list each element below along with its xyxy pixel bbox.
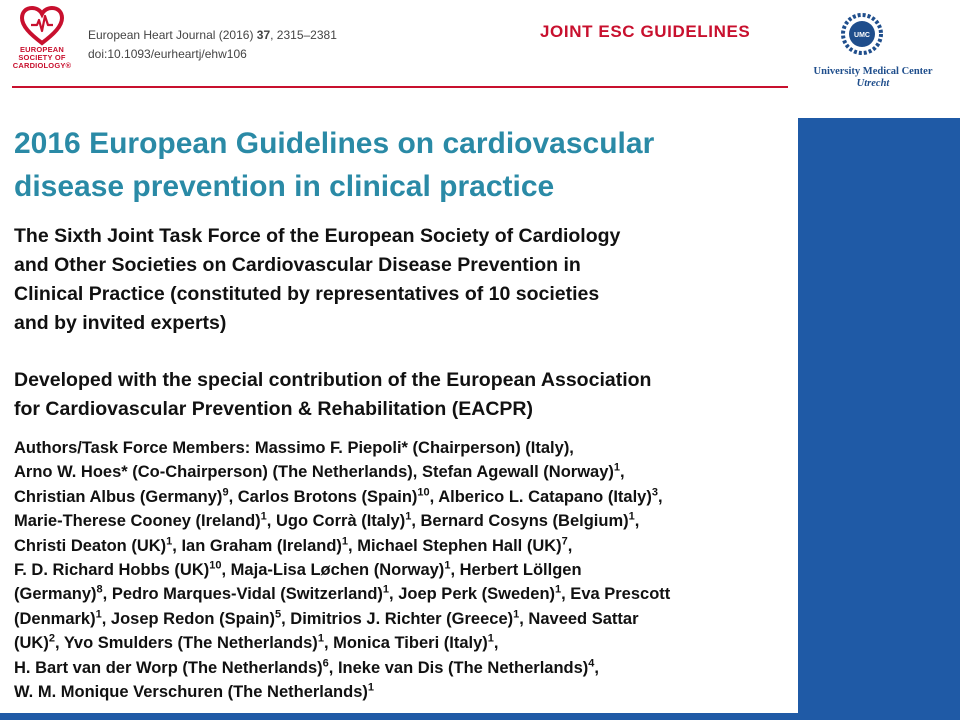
document-subtitle: The Sixth Joint Task Force of the European Society of Cardiology and Other Societies on Cardiovascular Disease Prevention in Clinical Practice (constituted by representatives of 10 societies and by invited experts) (14, 225, 621, 334)
author-text: , Bernard Cosyns (Belgium) (411, 512, 629, 531)
author-line (14, 460, 804, 484)
umc-logo-text: UMC (854, 32, 870, 39)
author-text: , Dimitrios J. Richter (Greece) (281, 609, 514, 628)
author-text: F. D. Richard Hobbs (UK) (14, 561, 210, 580)
umc-name: University Medical Center (813, 66, 933, 77)
author-line (14, 680, 804, 704)
author-line (14, 631, 804, 655)
author-text: , Michael Stephen Hall (UK) (348, 536, 562, 555)
affiliation-superscript: 3 (651, 486, 658, 499)
umc-logo-icon (840, 12, 884, 56)
affiliation-superscript: 1 (487, 632, 494, 645)
affiliation-superscript: 8 (96, 583, 103, 596)
author-text: , Ineke van Dis (The Netherlands) (328, 658, 589, 677)
affiliation-superscript: 1 (555, 583, 562, 596)
heart-logo-icon (20, 6, 64, 46)
author-text: Christi Deaton (UK) (14, 536, 167, 555)
author-text: , Herbert Löllgen (450, 561, 582, 580)
affiliation-superscript: 1 (367, 681, 375, 694)
author-text: , Eva Prescott (561, 585, 671, 604)
affiliation-superscript: 1 (95, 608, 102, 621)
author-line (14, 607, 804, 631)
author-text: , (657, 487, 663, 506)
author-text: W. M. Monique Verschuren (The Netherlands) (14, 683, 368, 702)
author-text: , Yvo Smulders (The Netherlands) (54, 634, 318, 653)
author-text: (Denmark) (14, 609, 96, 628)
affiliation-superscript: 5 (275, 608, 282, 621)
affiliation-superscript: 1 (382, 583, 390, 596)
header-divider (12, 86, 788, 88)
esc-logo (6, 6, 78, 84)
author-text: (Germany) (14, 585, 97, 604)
author-text: , Carlos Brotons (Spain) (228, 487, 418, 506)
section-label: JOINT ESC GUIDELINES (540, 22, 751, 41)
author-line (14, 436, 804, 460)
author-text: , (594, 658, 600, 677)
author-line (14, 509, 804, 533)
umc-city: Utrecht (856, 78, 890, 89)
author-text: , Naveed Sattar (519, 609, 639, 628)
affiliation-superscript: 1 (513, 608, 520, 621)
esc-logo-text: EUROPEAN SOCIETY OF CARDIOLOGY® (12, 45, 72, 70)
blue-bottom-band (0, 713, 960, 720)
author-line (14, 656, 804, 680)
doi: doi:10.1093/eurheartj/ehw106 (88, 47, 247, 61)
contribution-statement: Developed with the special contribution of the European Association for Cardiovascular Prevention & Rehabilitation (EACPR) (14, 369, 652, 420)
author-text: , Maja-Lisa Løchen (Norway) (221, 561, 445, 580)
author-text: , Ugo Corrà (Italy) (266, 512, 406, 531)
author-text: , Alberico L. Catapano (Italy) (429, 487, 652, 506)
author-line (14, 582, 804, 606)
affiliation-superscript: 9 (222, 486, 229, 499)
author-text: , Josep Redon (Spain) (101, 609, 276, 628)
affiliation-superscript: 4 (588, 657, 595, 670)
author-line (14, 485, 804, 509)
author-text: , (634, 512, 640, 531)
blue-side-panel (798, 118, 960, 720)
author-text: Christian Albus (Germany) (14, 487, 223, 506)
affiliation-superscript: 1 (628, 510, 635, 523)
affiliation-superscript: 1 (166, 535, 173, 548)
affiliation-superscript: 7 (561, 535, 568, 548)
author-text: , Joep Perk (Sweden) (389, 585, 556, 604)
document-title: 2016 European Guidelines on cardiovascular disease prevention in clinical practice (14, 127, 655, 203)
author-text: , (620, 463, 625, 482)
affiliation-superscript: 1 (260, 510, 267, 523)
affiliation-superscript: 6 (322, 657, 329, 670)
author-list (14, 436, 804, 704)
affiliation-superscript: 1 (613, 461, 620, 474)
author-text: , Ian Graham (Ireland) (172, 536, 342, 555)
affiliation-superscript: 10 (417, 486, 430, 499)
author-text: , Monica Tiberi (Italy) (323, 634, 488, 653)
author-text: Authors/Task Force Members: Massimo F. Piepoli* (Chairperson) (Italy), (14, 439, 574, 457)
author-text: Arno W. Hoes* (Co-Chairperson) (The Netherlands), Stefan Agewall (Norway) (14, 463, 614, 482)
affiliation-superscript: 1 (405, 510, 412, 523)
author-text: Marie-Therese Cooney (Ireland) (14, 512, 261, 531)
affiliation-superscript: 10 (209, 559, 222, 572)
affiliation-superscript: 1 (341, 535, 349, 548)
author-text: , (567, 536, 573, 555)
affiliation-superscript: 2 (48, 632, 55, 645)
journal-citation (88, 26, 337, 64)
affiliation-superscript: 1 (317, 632, 324, 645)
author-text: H. Bart van der Worp (The Netherlands) (14, 658, 323, 677)
author-text: (UK) (14, 634, 49, 653)
author-text: , Pedro Marques-Vidal (Switzerland) (102, 585, 383, 604)
author-text: , (493, 634, 499, 653)
affiliation-superscript: 1 (444, 559, 451, 572)
author-line (14, 558, 804, 582)
journal-reference: European Heart Journal (2016) 37, 2315–2381 (88, 28, 337, 42)
author-line (14, 534, 804, 558)
